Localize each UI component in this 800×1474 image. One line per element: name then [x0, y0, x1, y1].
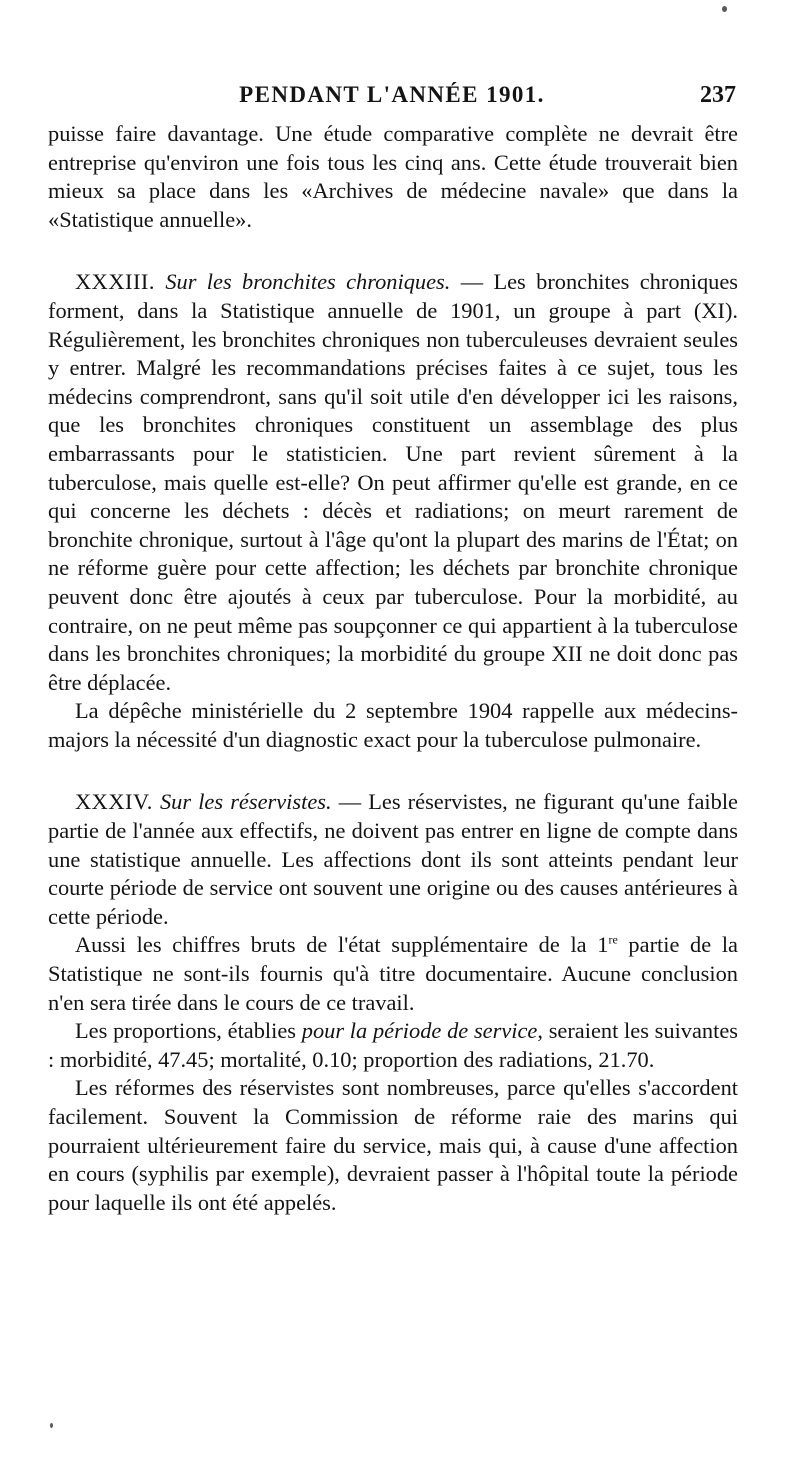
ink-speck	[50, 1423, 53, 1428]
ink-speck	[722, 6, 727, 12]
section-dash: —	[450, 269, 494, 295]
section-xxxiv	[48, 788, 738, 931]
section-text: Les bronchites chroniques forment, dans la Statistique annuelle de 1901, un groupe à part (XI). Régulièrement, les bronchites chroniques non tuberculeuses devraient seules y entrer. Malgré les recommandations précises faites à ce sujet, tous les médecins comprendront, sans qu'il soit utile d'en développer ici les raisons, que les bronchites chroniques constituent un assemblage des plus embarrassants pour le statisticien. Une part revient sûrement à la tuberculose, mais quelle est-elle? On peut affirmer qu'elle est grande, en ce qui concerne les déchets : décès et radiations; on meurt rarement de bronchite chronique, surtout à l'âge qu'ont la plupart des marins de l'État; on ne réforme guère pour cette affection; les déchets par bronchite chronique peuvent donc être ajoutés à ceux par tuberculose. Pour la morbidité, au contraire, on ne peut même pas soupçonner ce qui appartient à la tuberculose dans les bronchites chroniques; la morbidité du groupe XII ne doit donc pas être déplacée.	[48, 269, 738, 695]
paragraph-text: Aussi les chiffres bruts de l'état supplémentaire de la 1	[75, 932, 609, 958]
page-number: 237	[700, 82, 736, 108]
section-xxxiii	[48, 268, 738, 697]
paragraph-continuation: puisse faire davantage. Une étude comparative complète ne devrait être entreprise qu'environ une fois tous les cinq ans. Cette étude trouverait bien mieux sa place dans les «Archives de médecine navale» que dans la «Statistique annuelle».	[48, 121, 738, 232]
paragraph-text: partie de la Statistique ne sont-ils fournis qu'à titre documentaire. Aucune conclusion n'en sera tirée dans le cours de ce travail.	[48, 932, 738, 1015]
ordinal-superscript: re	[608, 932, 618, 947]
body-text	[48, 120, 738, 1217]
italic-phrase: pour la période de service	[301, 1018, 538, 1044]
section-text: Les réservistes, ne figurant qu'une faible partie de l'année aux effectifs, ne doivent pas entrer en ligne de compte dans une statistique annuelle. Les affections dont ils sont atteints pendant leur courte période de service ont souvent une origine ou des causes antérieures à cette période.	[48, 789, 738, 929]
section-number: XXXIII.	[75, 269, 155, 295]
running-title: PENDANT L'ANNÉE 1901.	[239, 82, 545, 107]
paragraph-reformes: Les réformes des réservistes sont nombreuses, parce qu'elles s'accordent facilement. Souvent la Commission de réforme raie des marins qui pourraient ultérieurement faire du service, mais qui, à cause d'une affection en cours (syphilis par exemple), devraient passer à l'hôpital toute la période pour laquelle ils ont été appelés.	[48, 1075, 738, 1215]
paragraph-text: Les proportions, établies	[75, 1018, 302, 1044]
paragraph-proportions	[48, 1017, 738, 1074]
page-header	[48, 82, 736, 114]
section-dash: —	[331, 789, 369, 815]
paragraph-depeche: La dépêche ministérielle du 2 septembre 1904 rappelle aux médecins-majors la nécessité d'un diagnostic exact pour la tuberculose pulmonaire.	[48, 698, 738, 752]
section-title: Sur les bronchites chroniques.	[165, 269, 451, 295]
paragraph-text: , seraient les suivantes : morbidité, 47.45; mortalité, 0.10; proportion des radiations, 21.70.	[48, 1018, 738, 1072]
section-number: XXXIV.	[75, 789, 153, 815]
section-title: Sur les réservistes.	[159, 789, 332, 815]
paragraph-chiffres-bruts	[48, 931, 738, 1017]
